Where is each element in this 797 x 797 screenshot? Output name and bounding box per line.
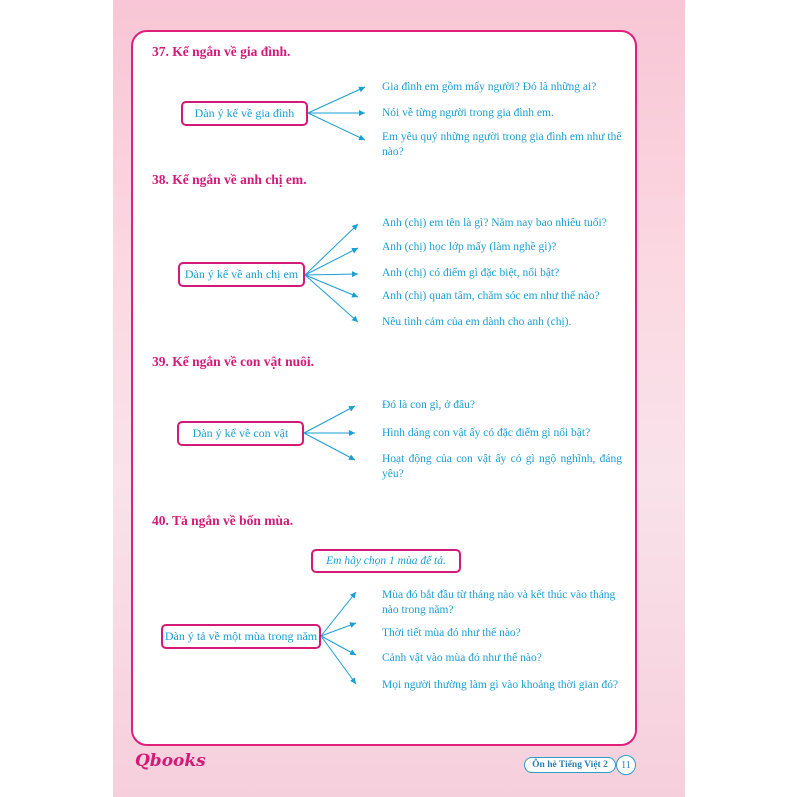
arrow <box>305 275 358 322</box>
list-item: Anh (chị) em tên là gì? Năm nay bao nhiêu tuổi? <box>382 217 607 229</box>
list-item: Gia đình em gồm mấy người? Đó là những ai? <box>382 81 597 93</box>
arrow <box>305 224 358 275</box>
instruction-box: Em hãy chọn 1 mùa để tả. <box>311 549 461 573</box>
section-heading-40: 40. Tả ngắn về bốn mùa. <box>152 513 294 528</box>
list-item: Hoạt động của con vật ấy có gì ngộ nghĩnh, đáng yêu? <box>382 453 622 480</box>
section-heading-39: 39. Kể ngắn về con vật nuôi. <box>152 354 315 369</box>
publisher-logo: Qbooks <box>135 751 206 771</box>
list-item: Anh (chị) quan tâm, chăm sóc em như thế nào? <box>382 290 600 302</box>
list-item: Thời tiết mùa đó như thế nào? <box>382 627 521 639</box>
list-item: Em yêu quý những người trong gia đình em như thế nào? <box>382 131 622 158</box>
book-title-badge: Ôn hè Tiếng Việt 2 <box>524 757 616 773</box>
list-item: Mọi người thường làm gì vào khoảng thời gian đó? <box>382 679 619 691</box>
outline-box-pet: Dàn ý kể về con vật <box>177 421 304 446</box>
arrow <box>308 113 365 140</box>
section-heading-37: 37. Kể ngắn về gia đình. <box>152 44 291 59</box>
list-item: Anh (chị) có điểm gì đặc biệt, nổi bật? <box>382 267 560 279</box>
arrow <box>304 406 355 433</box>
outline-box-family: Dàn ý kể về gia đình <box>181 101 308 126</box>
list-item: Hình dáng con vật ấy có đặc điểm gì nổi bật? <box>382 427 591 439</box>
list-item: Đó là con gì, ở đâu? <box>382 399 475 411</box>
page-number: 11 <box>616 755 636 775</box>
arrow <box>321 636 356 655</box>
list-item: Nêu tình cảm của em dành cho anh (chị). <box>382 316 572 328</box>
arrow <box>305 248 358 275</box>
arrow <box>304 433 355 460</box>
arrow <box>308 87 365 113</box>
list-item: Anh (chị) học lớp mấy (làm nghề gì)? <box>382 241 557 253</box>
list-item: Mùa đó bắt đầu từ tháng nào và kết thúc vào tháng nào trong năm? <box>382 589 616 616</box>
outline-box-siblings: Dàn ý kể về anh chị em <box>178 262 305 287</box>
arrow <box>321 636 356 684</box>
outline-box-season: Dàn ý tả về một mùa trong năm <box>161 624 321 649</box>
section-heading-38: 38. Kể ngắn về anh chị em. <box>152 172 307 187</box>
arrow <box>305 275 358 297</box>
list-item: Nói về từng người trong gia đình em. <box>382 107 554 119</box>
arrow <box>305 274 358 275</box>
list-item: Cảnh vật vào mùa đó như thế nào? <box>382 652 542 664</box>
